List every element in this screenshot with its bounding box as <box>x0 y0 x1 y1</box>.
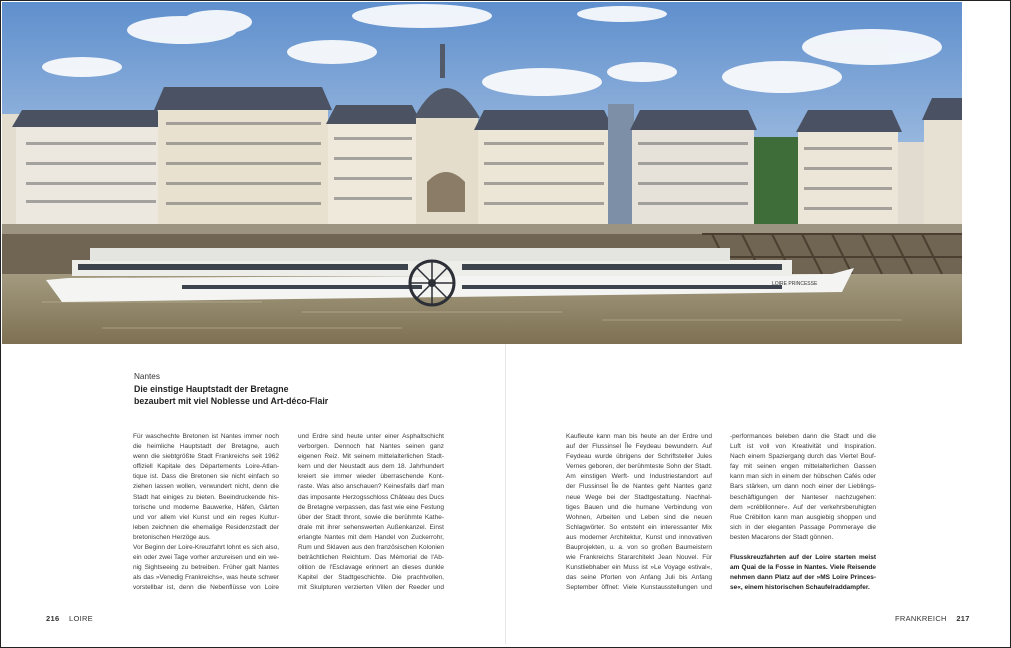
text-line: beträchtlichen Reichtum. Das Mémorial de l'Ab- <box>298 554 444 562</box>
text-line: nig Sightseeing zu betreiben. Früher galt Nantes <box>133 564 279 572</box>
headline-line-1: Die einstige Hauptstadt der Bretagne <box>134 384 289 394</box>
text-line: bretonischen Herzöge aus. <box>133 533 211 541</box>
page-number-right: 217 <box>956 614 970 623</box>
text-line: Rue Crébillon kann man ausgiebig shoppen und <box>730 513 876 521</box>
text-line: Wohnen, Arbeiten und Leben sind die neuen <box>566 513 712 521</box>
photo-caption-line: nehmen dann Platz auf der »MS Loire Princes- <box>730 574 876 582</box>
text-line: olition de l'Esclavage erinnert an dieses dunkle <box>298 564 444 572</box>
page-number-left: 216 <box>46 614 60 623</box>
text-line: die heimliche Hauptstadt der Bretagne, auch <box>133 443 279 451</box>
text-column-4 <box>730 432 876 593</box>
text-column-1 <box>133 432 279 594</box>
folio-right <box>895 614 970 623</box>
photo-caption-line: Flusskreuzfahrten auf der Loire starten meist <box>730 554 876 562</box>
text-line: drale mit ihrer sehenswerten Außenkanzel. Einst <box>298 523 444 531</box>
text-line: Feydeau wurde übrigens der Schriftsteller Jules <box>566 453 712 461</box>
section-label-right: FRANKREICH <box>895 614 947 623</box>
text-line: das imposante Herzogsschloss Château des Ducs <box>298 493 444 501</box>
text-line: aus moderner Architektur, Kunst und innovativen <box>566 533 712 541</box>
text-line: dem »créblilonner«. Auf der verkehrsberuhigten <box>730 503 876 511</box>
text-line: torische und moderne Bauwerke, Häfen, Gärten <box>133 503 279 511</box>
text-line: -performances beleben dann die Stadt und die <box>730 433 876 440</box>
text-line: Für waschechte Bretonen ist Nantes immer noch <box>133 433 279 440</box>
text-line: Luft ist voll von Kreativität und Inspiration. <box>730 443 876 451</box>
text-line: kern und der Neustadt aus dem 18. Jahrhundert <box>298 463 444 471</box>
text-line: als das »Venedig Frankreichs«, was heute schwer <box>133 574 279 582</box>
river-cruise-photo <box>2 2 962 344</box>
text-line: der Flussinsel Île de Nantes geht Nantes ganz <box>566 483 712 491</box>
article-headline <box>134 383 374 407</box>
text-line: vorstellbar ist, denn die Nebenflüsse von Loire <box>133 584 279 592</box>
text-line: und vor allem viel Kunst und ein reges Kultur- <box>133 513 279 521</box>
text-line: eigenen Reiz. Mit seinem mittelalterlichen Stadt- <box>298 453 444 461</box>
folio-left <box>46 614 93 623</box>
text-column-2 <box>298 432 444 594</box>
text-column-3 <box>566 432 712 594</box>
text-line: das seine Pforten von Anfang Juli bis Anfang <box>566 574 712 582</box>
text-line: kreiert sie immer wieder überraschende Kont- <box>298 473 444 481</box>
photo-caption-line: se«, einem historischen Schaufelraddampfer. <box>730 584 870 592</box>
text-line: Stadt hat einiges zu bieten. Beeindruckende his- <box>133 493 279 501</box>
text-line: Bars stärken, um dann noch einer der Lieblings- <box>730 483 876 491</box>
text-line: ein oder zwei Tage vorher anzureisen und ein we- <box>133 554 279 562</box>
text-line: und Erdre sind heute unter einer Asphaltschicht <box>298 433 444 440</box>
text-line: raste. Was also anschauen? Keinesfalls darf man <box>298 483 444 491</box>
text-line: fay mit seinen engen mittelalterlichen Gassen <box>730 463 876 471</box>
text-line: offiziell Kapitale des Départements Loire-Atlan- <box>133 463 279 471</box>
text-line: ziehen lassen wollen, verwundert nicht, denn die <box>133 483 279 491</box>
ship-name-label: LOIRE PRINCESSE <box>772 281 818 287</box>
text-line: beschäftigungen der Nanteser nachzugehen: <box>730 493 876 501</box>
text-line: kann man sich in einem der hübschen Cafés oder <box>730 473 876 481</box>
article-kicker: Nantes <box>134 372 160 381</box>
text-line: tique ist. Dass die Bretonen sie nicht einfach so <box>133 473 279 481</box>
text-line: de Bretagne verpassen, das fast wie eine Festung <box>298 503 444 511</box>
text-line: sich in der eleganten Passage Pommeraye die <box>730 523 876 531</box>
text-line: Vor Beginn der Loire-Kreuzfahrt lohnt es sich also, <box>133 544 279 552</box>
text-line: leben zeichnen die ehemalige Residenzstadt der <box>133 523 279 531</box>
text-line: über der Stadt thront, sowie die berühmte Kathe- <box>298 513 444 521</box>
text-line: verborgen. Dennoch hat Nantes seinen ganz <box>298 443 444 451</box>
text-line: Kapitel der Stadtgeschichte. Die prachtvollen, <box>298 574 444 582</box>
text-line: Kaufleute kann man bis heute an der Erdre und <box>566 433 712 440</box>
text-line: wenn die siebtgrößte Stadt Frankreichs seit 1962 <box>133 453 279 461</box>
text-line: erlangte Nantes mit dem Handel von Zuckerrohr, <box>298 533 444 541</box>
photo-caption-line: am Quai de la Fosse in Nantes. Viele Reisende <box>730 564 876 572</box>
text-line: Schlagwörter. So entsteht ein interessanter Mix <box>566 523 712 531</box>
text-line: mit Skulpturen verzierten Villen der Reeder und <box>298 584 444 592</box>
text-line: Nach einem Spaziergang durch das Viertel Bouf- <box>730 453 876 461</box>
text-line: auf der Flussinsel Île Feydeau bewundern. Auf <box>566 443 712 451</box>
text-line: Am einstigen Werft- und Industriestandort auf <box>566 473 712 481</box>
text-line: neue Wege bei der Stadtgestaltung. Nachhal- <box>566 493 712 501</box>
nantes-quay-illustration <box>2 2 962 344</box>
text-line: Kunstliebhaber ein Muss ist »Le Voyage estival«, <box>566 564 712 572</box>
text-line: September öffnet: Viele Kunstausstellungen und <box>566 584 712 592</box>
section-label-left: LOIRE <box>68 614 93 623</box>
text-line: Rum und Sklaven aus den französischen Kolonien <box>298 544 444 552</box>
page-gutter <box>505 344 506 644</box>
text-line: Bauprojekten, u. a. von so großen Baumeistern <box>566 544 712 552</box>
text-line: besten Macarons der Stadt gönnen. <box>730 533 834 541</box>
headline-line-2: bezaubert mit viel Noblesse und Art-déco-Flair <box>134 396 329 406</box>
text-line: wie Frankreichs Stararchitekt Jean Nouvel. Für <box>566 554 712 562</box>
text-line: tiges Bauen und die humane Verbindung von <box>566 503 712 511</box>
text-line: Vernes geboren, der berühmteste Sohn der Stadt. <box>566 463 712 471</box>
